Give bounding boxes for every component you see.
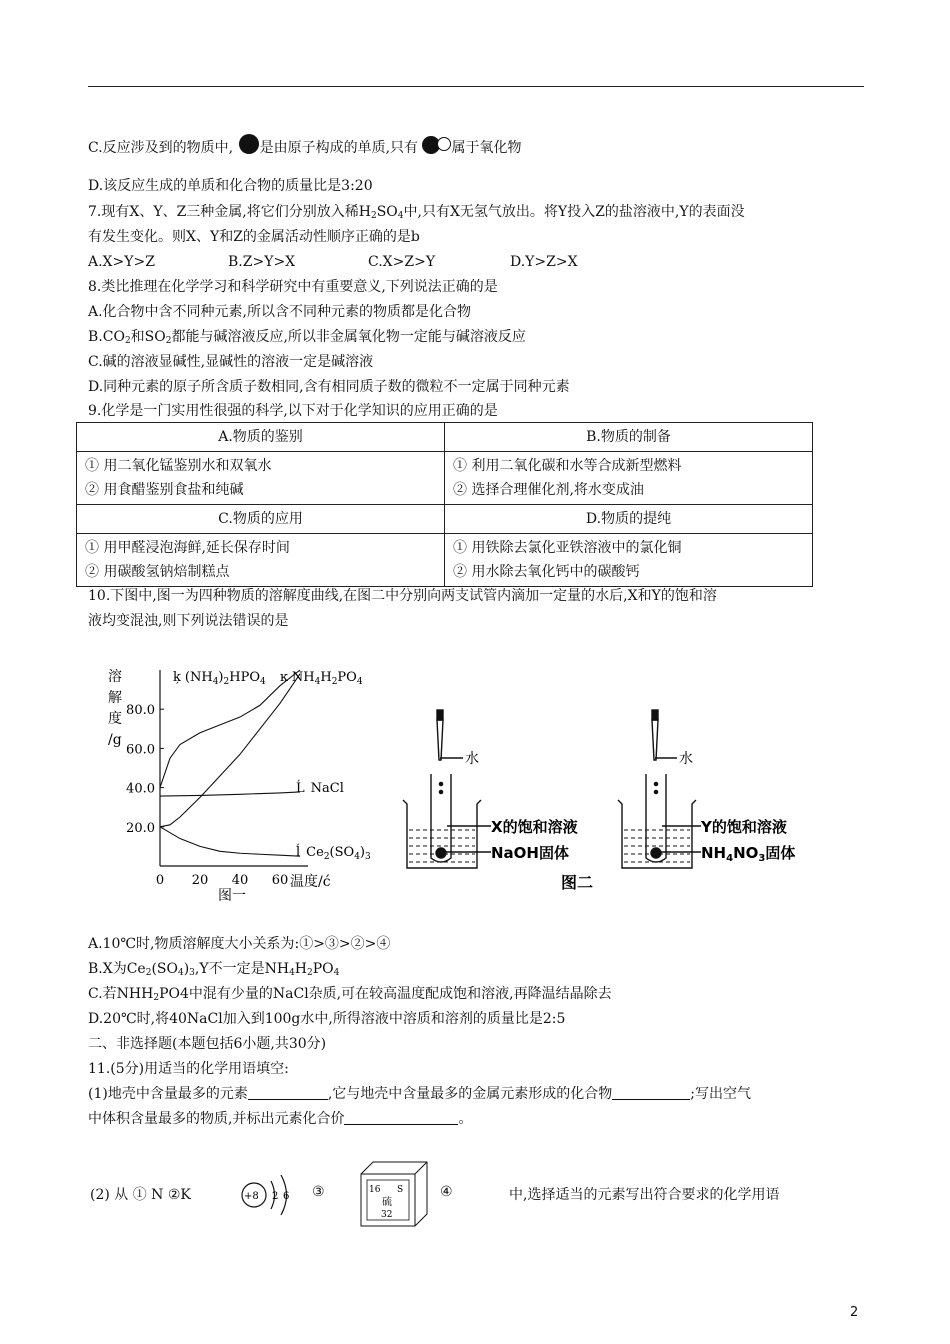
y-axis-label — [108, 668, 122, 748]
element-mass: 32 — [381, 1210, 393, 1220]
answer-blank-2[interactable] — [612, 1085, 690, 1100]
q6-option-d: D.该反应生成的单质和化合物的质量比是3:20 — [88, 178, 373, 194]
q9-cell-c: ① 用甲醛浸泡海鲜,延长保存时间 ② 用碳酸氢钠焙制糕点 — [77, 534, 445, 587]
q7-options — [88, 251, 578, 273]
oxygen-atom-diagram — [238, 1168, 302, 1222]
y-tick-label: 20.0 — [126, 820, 155, 836]
section-two-title: 二、非选择题(本题包括6小题,共30分) — [88, 1036, 327, 1052]
series-labels — [173, 670, 371, 862]
q7-option-c: C.X>Z>Y — [368, 254, 436, 270]
drop-right-1 — [654, 782, 657, 785]
q9-head-b: B.物质的制备 — [445, 423, 813, 452]
chart-caption: 图一 — [218, 888, 246, 904]
svg-text:/g: /g — [108, 732, 122, 748]
sulfur-element-cell — [355, 1156, 435, 1230]
figure-two-caption: 图二 — [561, 873, 594, 892]
page-number: 2 — [850, 1305, 859, 1320]
curve-series-1 — [160, 670, 300, 788]
svg-text:溶: 溶 — [108, 669, 122, 685]
q11-choice-4: ④ — [440, 1184, 453, 1200]
y-solid-label: $NH_4NO_3$固体 — [701, 844, 796, 864]
q9-head-a: A.物质的鉴别 — [77, 423, 445, 452]
q10-stem-line2: 液均变混浊,则下列说法错误的是 — [88, 613, 289, 629]
black-atom-icon — [239, 134, 259, 154]
q9-table — [76, 422, 813, 587]
q10-option-b: B.X为$Ce_2(SO_4)_3,Y$不一定是$NH_4H_2PO_4$ — [88, 961, 340, 978]
x-tick-label: 0 — [155, 873, 165, 888]
answer-blank-1[interactable] — [248, 1085, 328, 1100]
drop-left-2 — [439, 790, 442, 793]
q7-option-b: B.Z>Y>X — [228, 254, 296, 270]
svg-text:度: 度 — [108, 711, 122, 727]
q9-head-d: D.物质的提纯 — [445, 505, 813, 534]
q7-stem-line1: 7.现有X、Y、Z三种金属,将它们分别放入稀$H_2SO_4$中,只有X无氢气放出。将Y投入Z的盐溶液中,Y的表面没 — [88, 204, 745, 221]
solid-left — [436, 848, 446, 858]
drop-left-1 — [439, 782, 442, 785]
q9-cell-d: ① 用铁除去氯化亚铁溶液中的氯化铜 ② 用水除去氧化钙中的碳酸钙 — [445, 534, 813, 587]
header-rule — [88, 86, 864, 87]
left-apparatus — [403, 710, 491, 868]
q10-option-d: D.20℃时,将40NaCl加入到100g水中,所得溶液中溶质和溶剂的质量比是2:5 — [88, 1011, 566, 1027]
q6-option-c: C.反应涉及到的物质中, 是由原子构成的单质,只有 属于氧化物 — [88, 134, 521, 161]
q7-stem-line2: 有发生变化。则X、Y和Z的金属活动性顺序正确的是b — [88, 229, 420, 245]
y-tick-label: 40.0 — [126, 781, 155, 797]
x-tick-label: 60 — [271, 873, 289, 888]
x-tick-label: 20 — [191, 873, 209, 888]
q11-part2-prefix: (2) 从 ① N ②K — [90, 1187, 191, 1203]
x-solution-label: X的饱和溶液 — [491, 818, 578, 836]
water-label-left: 水 — [465, 751, 479, 767]
q8-stem: 8.类比推理在化学学习和科学研究中有重要意义,下列说法正确的是 — [88, 279, 498, 295]
right-apparatus — [618, 710, 701, 868]
q9-cell-a: ① 用二氧化锰鉴别水和双氧水 ② 用食醋鉴别食盐和纯碱 — [77, 452, 445, 505]
element-symbol: S — [397, 1185, 404, 1195]
label-nh4h2po4: ĸ $NH_4H_2PO_4$ — [280, 670, 363, 687]
q10-option-c: C.若$NHH_2PO4$中混有少量的NaCl杂质,可在较高温度配成饱和溶液,再降温结晶除去 — [88, 986, 612, 1003]
curve-series-2 — [160, 674, 300, 827]
dropper-tube-left — [437, 720, 443, 760]
chart-axes — [160, 670, 308, 866]
q8-option-a: A.化合物中含不同种元素,所以含不同种元素的物质都是化合物 — [88, 304, 472, 320]
q7-option-d: D.Y>Z>X — [510, 254, 578, 270]
q10-option-a: A.10℃时,物质溶解度大小关系为:①>③>②>④ — [88, 936, 391, 952]
y-tick-label: 80.0 — [126, 703, 155, 719]
q8-option-b: $B.CO_2$和$SO_2$都能与碱溶液反应,所以非金属氧化物一定能与碱溶液反应 — [88, 329, 526, 346]
x-axis-label: 温度/ć — [290, 874, 331, 890]
y-tick-label: 60.0 — [126, 742, 155, 758]
q11-part2-suffix: 中,选择适当的元素写出符合要求的化学用语 — [509, 1187, 780, 1203]
q9-stem: 9.化学是一门实用性很强的科学,以下对于化学知识的应用正确的是 — [88, 403, 498, 419]
label-ce2so43: ĺ $Ce_2(SO_4)_3$ — [296, 845, 371, 862]
q11-stem: 11.(5分)用适当的化学用语填空: — [88, 1061, 289, 1077]
drop-right-2 — [654, 790, 657, 793]
q11-part1-line1: (1)地壳中含量最多的元素 ,它与地壳中含量最多的金属元素形成的化合物 ;写出空气 — [88, 1086, 752, 1102]
dropper-bulb-right — [652, 710, 658, 720]
dropper-tube-right — [652, 720, 658, 760]
label-nh4-2hpo4: ķ $(NH_4)_2HPO_4$ — [173, 670, 266, 687]
water-label-right: 水 — [679, 751, 693, 767]
shell-1-electrons: 2 — [272, 1191, 279, 1202]
q8-option-c: C.碱的溶液显碱性,显碱性的溶液一定是碱溶液 — [88, 354, 374, 370]
q7-option-a: A.X>Y>Z — [88, 254, 155, 270]
element-number: 16 — [369, 1185, 381, 1195]
q9-cell-b: ① 利用二氧化碳和水等合成新型燃料 ② 选择合理催化剂,将水变成油 — [445, 452, 813, 505]
element-name: 硫 — [382, 1197, 392, 1208]
molecule-icon — [422, 136, 451, 161]
solid-right — [651, 848, 661, 858]
q11-part1-line2: 中体积含量最多的物质,并标出元素化合价 。 — [88, 1111, 473, 1127]
nucleus-charge: +8 — [244, 1191, 259, 1202]
x-solid-label: NaOH固体 — [491, 844, 569, 862]
label-nacl: Ĺ NaCl — [296, 781, 344, 796]
curve-series-4 — [160, 827, 300, 856]
q9-head-c: C.物质的应用 — [77, 505, 445, 534]
shell-2-electrons: 6 — [283, 1191, 290, 1202]
figure-two — [395, 700, 825, 900]
y-solution-label: Y的饱和溶液 — [701, 818, 787, 836]
q8-option-d: D.同种元素的原子所含质子数相同,含有相同质子数的微粒不一定属于同种元素 — [88, 379, 570, 395]
chart-curves — [160, 670, 300, 856]
answer-blank-3[interactable] — [344, 1110, 458, 1125]
solubility-chart — [100, 660, 380, 910]
dropper-bulb-left — [437, 710, 443, 720]
x-tick-label: 40 — [231, 873, 249, 888]
q11-choice-3: ③ — [312, 1184, 325, 1200]
curve-series-3 — [160, 792, 300, 796]
q10-stem-line1: 10.下图中,图一为四种物质的溶解度曲线,在图二中分别向两支试管内滴加一定量的水后,X和Y的饱和溶 — [88, 588, 717, 604]
svg-text:解: 解 — [108, 690, 122, 706]
